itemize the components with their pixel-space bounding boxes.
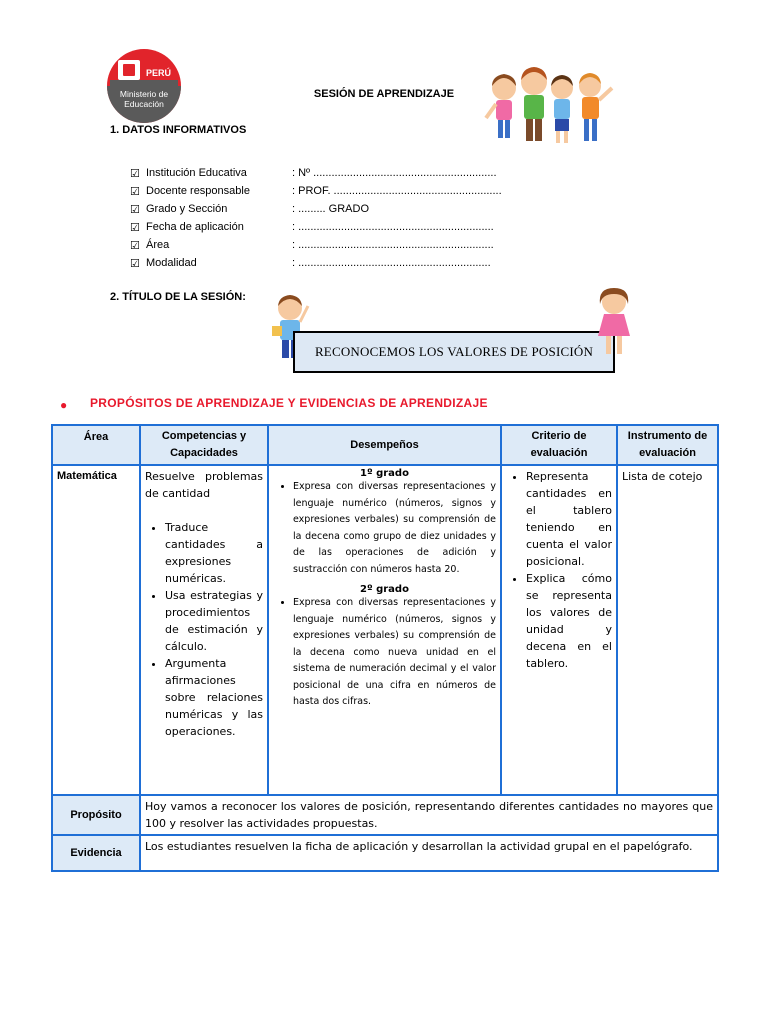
capacity-item: • Argumenta afirmaciones sobre relaciones numéricas y las operaciones. xyxy=(165,655,263,740)
capacity-item: • Usa estrategias y procedimientos de estimación y cálculo. xyxy=(165,587,263,655)
header-area: Área xyxy=(52,425,140,465)
section-titulo-heading: 2. TÍTULO DE LA SESIÓN: xyxy=(110,291,246,303)
info-value: : ................................................................ xyxy=(292,221,494,233)
criteria-item: • Explica cómo se representa los valores de unidad y decena en el tablero. xyxy=(526,570,612,672)
checkbox-checked-icon: ☑ xyxy=(130,202,140,216)
info-row xyxy=(130,164,502,182)
checkbox-checked-icon: ☑ xyxy=(130,184,140,198)
info-row xyxy=(130,236,502,254)
checkbox-checked-icon: ☑ xyxy=(130,238,140,252)
page-title: SESIÓN DE APRENDIZAJE xyxy=(313,88,455,100)
learning-table xyxy=(51,424,719,872)
evidence-label: Evidencia xyxy=(52,835,140,871)
girl-illustration xyxy=(592,286,636,358)
info-value: : Nº ............................................................ xyxy=(292,167,497,179)
grade-1-label: 1º grado xyxy=(360,468,409,479)
ministerio-educacion-logo xyxy=(106,48,182,124)
logo-ministry-line2: Educación xyxy=(124,99,164,109)
purposes-heading-text: PROPÓSITOS DE APRENDIZAJE Y EVIDENCIAS DE APRENDIZAJE xyxy=(90,396,488,410)
logo-country: PERÚ xyxy=(146,68,172,78)
purpose-row xyxy=(52,795,718,835)
criteria-cell xyxy=(501,465,617,795)
purpose-label: Propósito xyxy=(52,795,140,835)
info-row xyxy=(130,182,502,200)
checkbox-checked-icon: ☑ xyxy=(130,220,140,234)
header-performances: Desempeños xyxy=(268,425,501,465)
info-list xyxy=(130,164,502,272)
info-value: : PROF. ....................................................... xyxy=(292,185,502,197)
info-label: Institución Educativa xyxy=(146,167,247,179)
info-row xyxy=(130,218,502,236)
info-label: Fecha de aplicación xyxy=(146,221,244,233)
session-title: RECONOCEMOS LOS VALORES DE POSICIÓN xyxy=(314,344,594,359)
evidence-row xyxy=(52,835,718,871)
info-label: Área xyxy=(146,239,170,251)
instrument-cell: Lista de cotejo xyxy=(617,465,718,795)
grade-2-performance: • Expresa con diversas representaciones y lenguaje numérico (números, signos y expresiones verbales) su comprensión de la decena como nueva unidad en el sistema de numeración decimal y el valor posicional de una cifra en números de hasta dos cifras. xyxy=(293,595,496,711)
header-criteria: Criterio de evaluación xyxy=(501,425,617,465)
info-value: : ............................................................... xyxy=(292,257,491,269)
section-datos-informativos-heading: 1. DATOS INFORMATIVOS xyxy=(110,124,247,136)
competency-text: Resuelve problemas de cantidad xyxy=(145,470,263,500)
performances-cell xyxy=(268,465,501,795)
peru-coat-of-arms-icon xyxy=(118,60,140,80)
info-value: : ................................................................ xyxy=(292,239,494,251)
logo-ministry-line1: Ministerio de xyxy=(119,89,169,99)
info-label: Docente responsable xyxy=(146,185,250,197)
info-value: : ......... GRADO xyxy=(292,203,370,215)
evidence-text: Los estudiantes resuelven la ficha de aplicación y desarrollan la actividad grupal en el papelógrafo. xyxy=(140,835,718,871)
children-illustration xyxy=(484,58,616,154)
criteria-item: • Representa cantidades en el tablero teniendo en cuenta el valor posicional. xyxy=(526,468,612,570)
checkbox-checked-icon: ☑ xyxy=(130,256,140,270)
competency-cell xyxy=(140,465,268,795)
capacity-item: • Traduce cantidades a expresiones numéricas. xyxy=(165,519,263,587)
grade-1-performance: • Expresa con diversas representaciones y lenguaje numérico (números, signos y expresiones verbales) su comprensión de la decena como grupo de diez unidades y de las operaciones de adición y sustracción con números hasta 20. xyxy=(293,479,496,578)
purpose-text: Hoy vamos a reconocer los valores de posición, representando diferentes cantidades no mayores que 100 y resolver las actividades propuestas. xyxy=(140,795,718,835)
grade-2-label: 2º grado xyxy=(360,584,409,595)
table-header-row xyxy=(52,425,718,465)
table-row xyxy=(52,465,718,795)
area-cell: Matemática xyxy=(52,465,140,795)
info-row xyxy=(130,200,502,218)
header-competencies: Competencias y Capacidades xyxy=(140,425,268,465)
checkbox-checked-icon: ☑ xyxy=(130,166,140,180)
session-title-box xyxy=(293,331,615,373)
info-label: Modalidad xyxy=(146,257,197,269)
info-label: Grado y Sección xyxy=(146,203,228,215)
header-instrument: Instrumento de evaluación xyxy=(617,425,718,465)
bullet-icon: ● xyxy=(60,398,68,412)
info-row xyxy=(130,254,502,272)
